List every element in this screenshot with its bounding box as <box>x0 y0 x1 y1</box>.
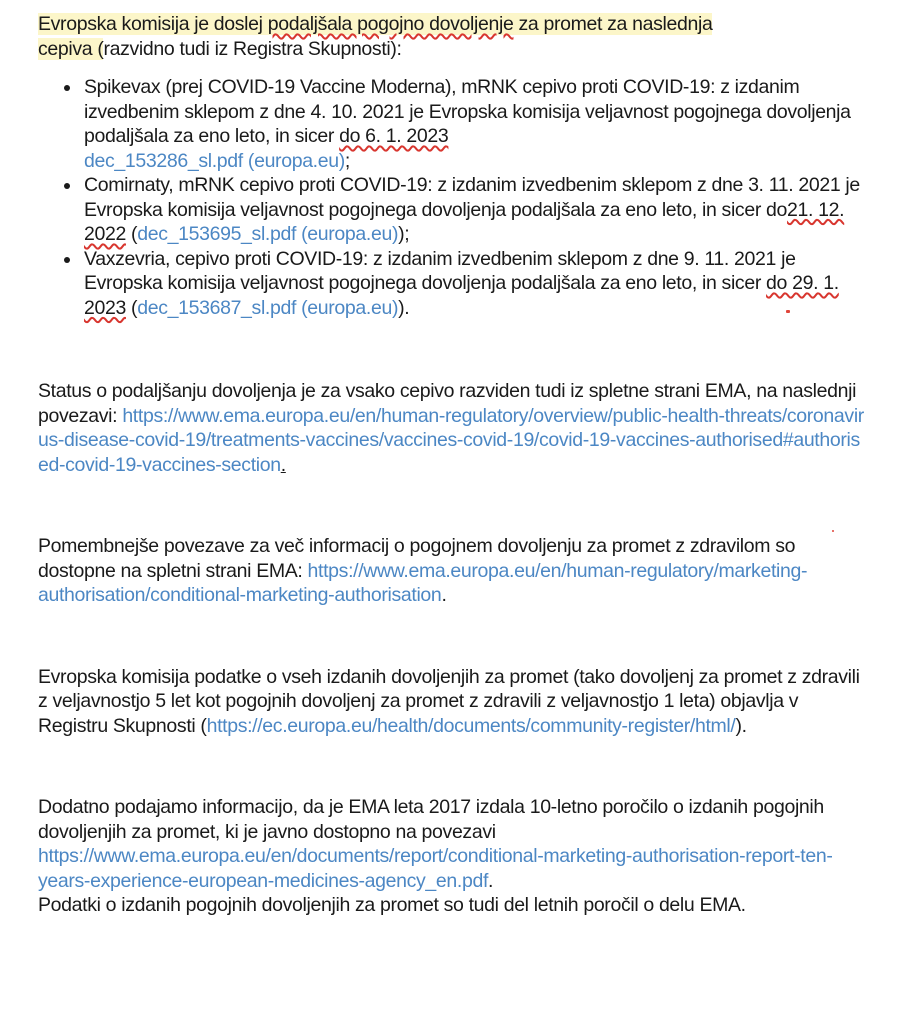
report-text: Dodatno podajamo informacijo, da je EMA leta 2017 izdala 10-letno poročilo o izdanih pogojnih dovoljenjih za promet, ki je javno dostopno na povezavi <box>38 796 824 843</box>
vaccine-text: Comirnaty, mRNK cepivo proti COVID-19: z izdanim izvedbenim sklepom z dne 3. 11. 2021 je Evropska komisija veljavnost pogojnega dovoljenja podaljšala za eno leto, in sicer do <box>84 174 860 221</box>
expiry-date: do 6. 1. 2023 <box>339 125 449 147</box>
vaccine-list <box>38 75 868 320</box>
vaccine-text: Spikevax (prej COVID-19 Vaccine Moderna), mRNK cepivo proti COVID-19: z izdanim izvedbenim sklepom z dne 4. 10. 2021 je Evropska komisija veljavnost pogojnega dovoljenja podaljšala za eno leto, in sicer <box>84 76 851 147</box>
vaccine-item-vaxzevria <box>82 247 868 321</box>
vaccine-item-spikevax <box>82 75 868 173</box>
intro-paragraph <box>38 12 868 61</box>
status-paragraph <box>38 379 868 477</box>
status-text: Status o podaljšanju dovoljenja je za vsako cepivo razviden tudi iz spletne strani EMA, na naslednji povezavi: <box>38 380 857 427</box>
decision-pdf-link[interactable]: dec_153687_sl.pdf (europa.eu) <box>137 296 399 319</box>
punctuation: . <box>441 584 447 606</box>
punctuation: . <box>280 453 286 476</box>
intro-text-2: za promet za naslednja <box>513 13 713 35</box>
spellcheck-underlined-text: podaljšala pogojno dovoljenje <box>267 13 514 35</box>
punctuation: ); <box>398 223 410 245</box>
expiry-date: do 29. 1. 2023 <box>84 272 839 319</box>
report-paragraph <box>38 795 868 918</box>
report-tail-text: Podatki o izdanih pogojnih dovoljenjih za promet so tudi del letnih poročil o delu EMA. <box>38 894 746 916</box>
expiry-date: 21. 12. 2022 <box>84 198 845 245</box>
vaccine-item-comirnaty <box>82 173 868 247</box>
punctuation: ; <box>344 149 350 172</box>
decision-pdf-link[interactable]: dec_153286_sl.pdf (europa.eu) <box>84 149 345 172</box>
punctuation: ). <box>735 714 747 737</box>
register-paragraph <box>38 665 868 739</box>
document-body <box>38 12 868 918</box>
punctuation: ). <box>398 296 410 319</box>
stray-mark <box>832 530 834 532</box>
ema-report-pdf-link[interactable]: https://www.ema.europa.eu/en/documents/report/conditional-marketing-authorisation-report-ten-years-experience-european-medicines-agency_en.pdf <box>38 845 833 892</box>
links-text: Pomembnejše povezave za več informacij o pogojnem dovoljenju za promet z zdravilom so dostopne na spletni strani EMA: <box>38 535 796 582</box>
ema-vaccines-link[interactable]: https://www.ema.europa.eu/en/human-regulatory/overview/public-health-threats/coronavirus-disease-covid-19/treatments-vaccines/vaccines-covid-19/covid-19-vaccines-authorised#authorised-covid-19-vaccines-section <box>38 404 864 476</box>
register-text: Evropska komisija podatke o vseh izdanih dovoljenjih za promet (tako dovoljenj za promet z zdravili z veljavnostjo 5 let kot pogojnih dovoljenj za promet z zdravili z veljavnostjo 1 leta) objavlja v Registru Skupnosti ( <box>38 665 860 737</box>
ema-conditional-authorisation-link[interactable]: https://www.ema.europa.eu/en/human-regulatory/marketing-authorisation/conditional-marketing-authorisation <box>38 559 808 606</box>
community-register-link[interactable]: https://ec.europa.eu/health/documents/community-register/html/ <box>206 714 736 737</box>
punctuation: ( <box>125 296 138 319</box>
stray-mark <box>786 310 790 313</box>
vaccine-text: Vaxzevria, cepivo proti COVID-19: z izdanim izvedbenim sklepom z dne 9. 11. 2021 je Evropska komisija veljavnost pogojnega dovoljenja podaljšala za eno leto, in sicer <box>84 247 796 294</box>
links-paragraph <box>38 534 868 608</box>
intro-text-3: cepiva ( <box>38 37 104 60</box>
decision-pdf-link[interactable]: dec_153695_sl.pdf (europa.eu) <box>137 223 399 245</box>
punctuation: ( <box>125 223 138 245</box>
intro-text-rest: razvidno tudi iz Registra Skupnosti): <box>103 37 402 60</box>
intro-text-1: Evropska komisija je doslej <box>38 13 268 35</box>
punctuation: . <box>488 869 494 892</box>
